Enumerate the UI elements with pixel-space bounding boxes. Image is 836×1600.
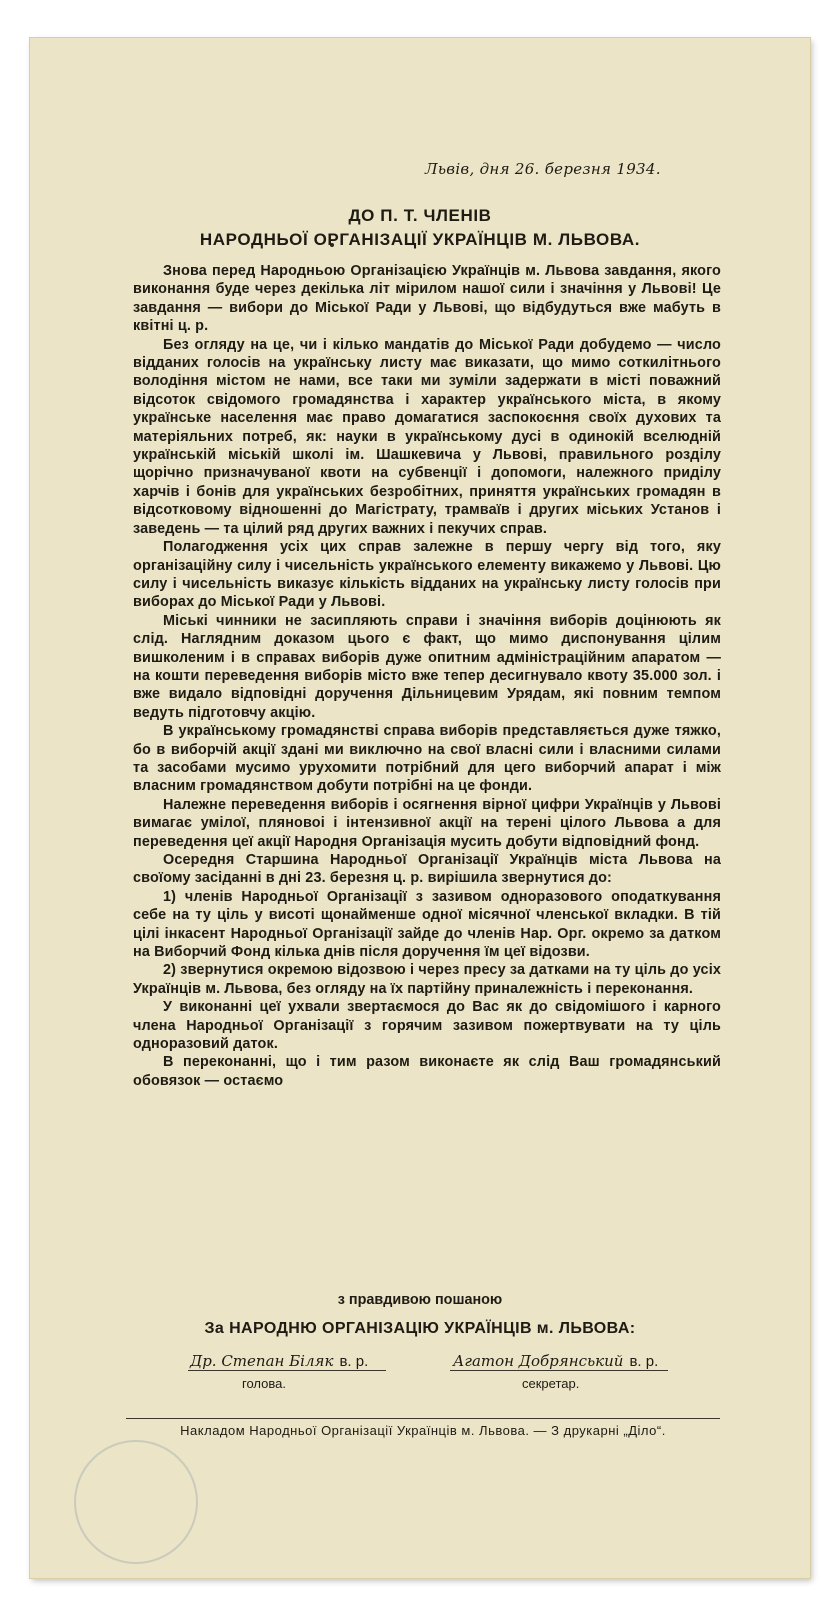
signature-secretary	[453, 1352, 658, 1370]
signature-suffix: в. р.	[629, 1353, 659, 1370]
document-sheet	[30, 38, 810, 1578]
signature-role: голова.	[242, 1376, 286, 1391]
signature-underline	[188, 1370, 386, 1371]
imprint-line: Накладом Народньої Організації Українців м. Львова. — З друкарні „Діло“.	[180, 1423, 666, 1438]
paragraph: Без огляду на це, чи і кілько мандатів до Міської Ради добудемо — число відданих голосів на українську листу має виказати, що мимо соткилітнього володіння містом не нами, все таки ми зуміли задержати в місті поважний відсоток свідомого громадянства і характер українського міста, в якому українське населення має право домагатися заспокоєння своїх духових та матеріяльних потреб, як: науки в українському дусі в одинокій вселюдній українській міській школі ім. Шашкевича у Львові, правильного розділу щорічно призначуваної квоти на субвенції і допомоги, належного приділу харчів і бонів для українських безробітних, приняття українських громадян в відсотковому відношенні до Магістрату, трамваїв і других міських Установ і заведень — та цілий ряд других важних і пекучих справ.	[133, 336, 721, 537]
paragraph: У виконанні цеї ухвали звертаємося до Вас як до свідомішого і карного члена Народньої Організації з горячим зазивом пожертвувати на ту ціль одноразовий даток.	[133, 999, 721, 1053]
paragraph: Знова перед Народньою Організацією Українців м. Львова завдання, якого виконання буде через декілька літ мірилом нашої сили і значіння у Львові! Це завдання — вибори до Міської Ради у Львові, що відбудуться вже мабуть в квітні ц. р.	[133, 263, 721, 335]
paragraph: Міські чинники не засипляють справи і значіння виборів доцінюють як слід. Наглядним доказом цього є факт, що мимо диспонування цілим вишколеним і в справах виборів дуже опитним адміністраційним апаратом — на кошти переведення виборів місто вже тепер десигнувало квоту 35.000 зол. і вже видало відповідні доручення Дільницевим Урядам, які повним темпом ведуть підготовчу акцію.	[133, 612, 721, 721]
letter-body	[133, 262, 721, 1090]
paragraph: В українському громадянстві справа виборів представляється дуже тяжко, бо в виборчій акції здані ми виключно на свої власні сили і власними силами та засобами мусимо урухомити потрібний для цего виборчий апарат і між власним громадянством добути потрібні на це фонди.	[133, 723, 721, 795]
signature-underline	[450, 1370, 668, 1371]
signature-chairman	[190, 1352, 368, 1370]
signature-role: секретар.	[522, 1376, 580, 1391]
paragraph: 1) членів Народньої Організації з зазивом одноразового оподаткування себе на ту ціль у висоті щонайменше одної місячної членської вкладки. В тій цілі інкасент Народньої Організації зайде до членів Нар. Орг. окремо за датком на Виборчий Фонд кілька днів після доручення їм цеї відозви.	[133, 888, 721, 961]
paragraph: В переконанні, що і тим разом виконаєте як слід Ваш громадянський обовязок — остаємо	[133, 1054, 721, 1089]
heading-line-1: ДО П. Т. ЧЛЕНІВ	[348, 206, 492, 225]
date-line: Львів, дня 26. березня 1934.	[425, 160, 661, 178]
paragraph: Належне переведення виборів і осягнення вірної цифри Українців у Львові вимагає умілої, пляновоі і інтензивної акції на терені цілого Львова а для переведення цеї акції Народня Організація мусить добути відповідний фонд.	[133, 796, 721, 850]
signature-name: Агатон Добрянський	[453, 1352, 624, 1370]
signature-name: Др. Степан Біляк	[190, 1352, 334, 1370]
faded-stamp	[74, 1440, 198, 1564]
paragraph: Полагодження усіх цих справ залежне в першу чергу від того, яку організаційну силу і чисельність українського елементу викажемо у Львові. Цю силу і чисельність виказує кількість відданих на українську листу голосів при виборах до Міської Ради у Львові.	[133, 539, 721, 611]
signature-suffix: в. р.	[339, 1353, 369, 1370]
paragraph: 2) звернутися окремою відозвою і через пресу за датками на ту ціль до усіх Українців м. Львова, без огляду на їх партійну приналежність і переконання.	[133, 962, 721, 997]
heading-line-2: НАРОДНЬОЇ ОРГАНІЗАЦІЇ УКРАЇНЦІВ М. ЛЬВОВА.	[199, 230, 641, 249]
imprint-divider	[126, 1418, 720, 1419]
organization-line: За НАРОДНЮ ОРГАНІЗАЦІЮ УКРАЇНЦІВ м. ЛЬВОВА:	[204, 1320, 636, 1337]
heading	[30, 204, 810, 252]
paragraph: Осередня Старшина Народньої Організації Українців міста Львова на своїому засіданні в дні 23. березня ц. р. вирішила звернутися до:	[133, 852, 721, 887]
closing-phrase: з правдивою пошаною	[337, 1292, 503, 1308]
